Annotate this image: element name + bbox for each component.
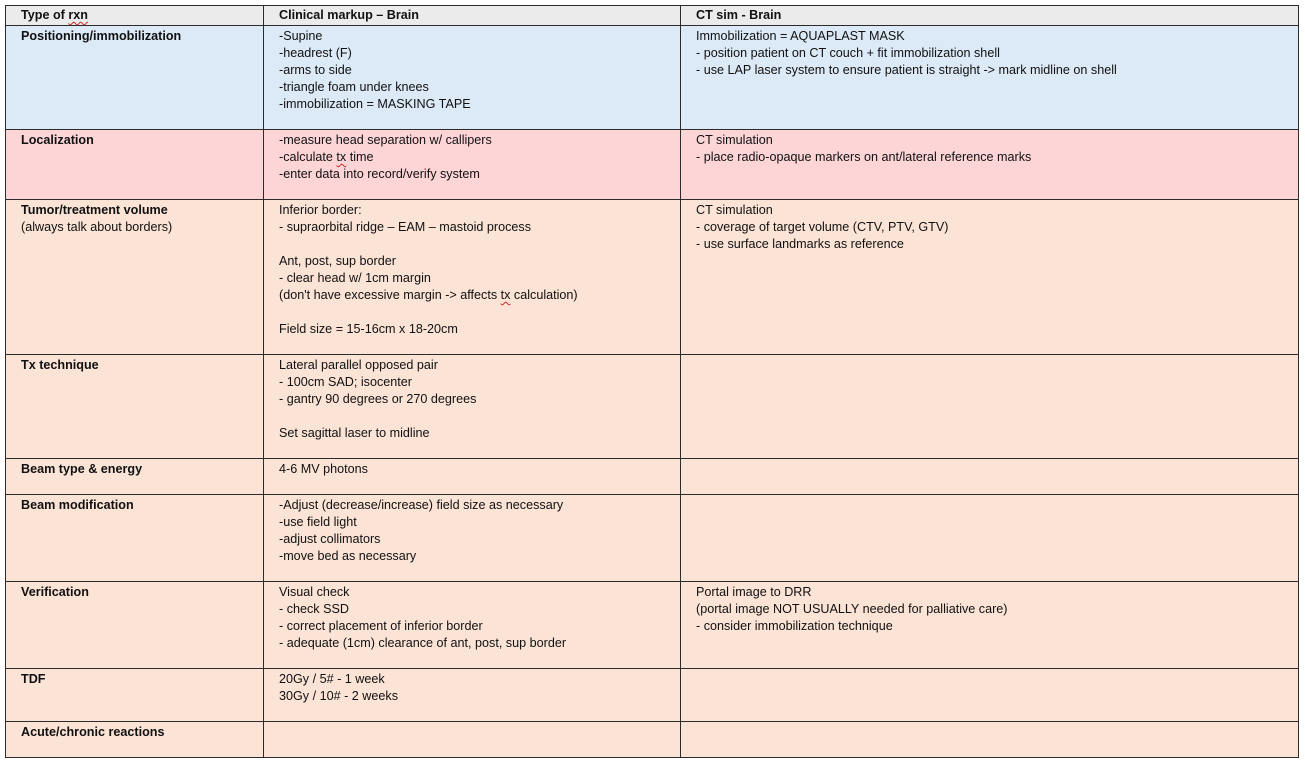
row-tumor-volume: [6, 200, 1299, 355]
header-clinical-markup: Clinical markup – Brain: [264, 6, 681, 26]
clinical-reactions: [264, 722, 681, 758]
label-verification: Verification: [6, 582, 264, 669]
clinical-localization-tx: tx: [336, 150, 347, 164]
header-type-word: rxn: [68, 8, 88, 22]
ct-tumor-volume: CT simulation - coverage of target volume (CTV, PTV, GTV) - use surface landmarks as reference: [681, 200, 1299, 355]
clinical-tumor-text-b: calculation) Field size = 15-16cm x 18-20cm: [279, 288, 578, 336]
label-localization: Localization: [6, 130, 264, 200]
row-reactions: [6, 722, 1299, 758]
label-tx-technique: Tx technique: [6, 355, 264, 459]
header-type-prefix: Type of: [21, 8, 69, 22]
row-tdf: [6, 669, 1299, 722]
label-beam-type: Beam type & energy: [6, 459, 264, 495]
row-beam-modification: [6, 495, 1299, 582]
label-tumor-volume: [6, 200, 264, 355]
row-tx-technique: [6, 355, 1299, 459]
clinical-localization: [264, 130, 681, 200]
ct-beam-modification: [681, 495, 1299, 582]
header-ct-sim: CT sim - Brain: [681, 6, 1299, 26]
row-localization: [6, 130, 1299, 200]
clinical-tumor-text-a: Inferior border: - supraorbital ridge – EAM – mastoid process Ant, post, sup border - clear head w/ 1cm margin (don't have excessive margin -> affects: [279, 203, 531, 302]
ct-tdf: [681, 669, 1299, 722]
clinical-verification: Visual check - check SSD - correct placement of inferior border - adequate (1cm) clearance of ant, post, sup border: [264, 582, 681, 669]
label-beam-modification: Beam modification: [6, 495, 264, 582]
row-positioning: [6, 26, 1299, 130]
clinical-tumor-volume: [264, 200, 681, 355]
label-tdf: TDF: [6, 669, 264, 722]
clinical-localization-text-a: -measure head separation w/ callipers -calculate: [279, 133, 492, 164]
clinical-beam-modification: -Adjust (decrease/increase) field size as necessary -use field light -adjust collimators -move bed as necessary: [264, 495, 681, 582]
ct-beam-type: [681, 459, 1299, 495]
ct-verification: Portal image to DRR (portal image NOT USUALLY needed for palliative care) - consider immobilization technique: [681, 582, 1299, 669]
clinical-tx-technique: Lateral parallel opposed pair - 100cm SAD; isocenter - gantry 90 degrees or 270 degrees Set sagittal laser to midline: [264, 355, 681, 459]
clinical-tdf: 20Gy / 5# - 1 week 30Gy / 10# - 2 weeks: [264, 669, 681, 722]
clinical-beam-type: 4-6 MV photons: [264, 459, 681, 495]
ct-reactions: [681, 722, 1299, 758]
clinical-positioning: -Supine -headrest (F) -arms to side -triangle foam under knees -immobilization = MASKING TAPE: [264, 26, 681, 130]
header-row: [6, 6, 1299, 26]
ct-positioning: Immobilization = AQUAPLAST MASK - position patient on CT couch + fit immobilization shell - use LAP laser system to ensure patient is straight -> mark midline on shell: [681, 26, 1299, 130]
clinical-tumor-tx: tx: [500, 288, 511, 302]
ct-localization: CT simulation - place radio-opaque markers on ant/lateral reference marks: [681, 130, 1299, 200]
ct-tx-technique: [681, 355, 1299, 459]
label-tumor-volume-main: Tumor/treatment volume: [21, 203, 168, 217]
header-type-of-rxn: [6, 6, 264, 26]
clinical-localization-text-b: time -enter data into record/verify system: [279, 150, 480, 181]
label-tumor-volume-sub: (always talk about borders): [21, 220, 173, 234]
label-positioning: Positioning/immobilization: [6, 26, 264, 130]
comparison-table: [5, 5, 1299, 758]
label-reactions: Acute/chronic reactions: [6, 722, 264, 758]
row-beam-type: [6, 459, 1299, 495]
row-verification: [6, 582, 1299, 669]
